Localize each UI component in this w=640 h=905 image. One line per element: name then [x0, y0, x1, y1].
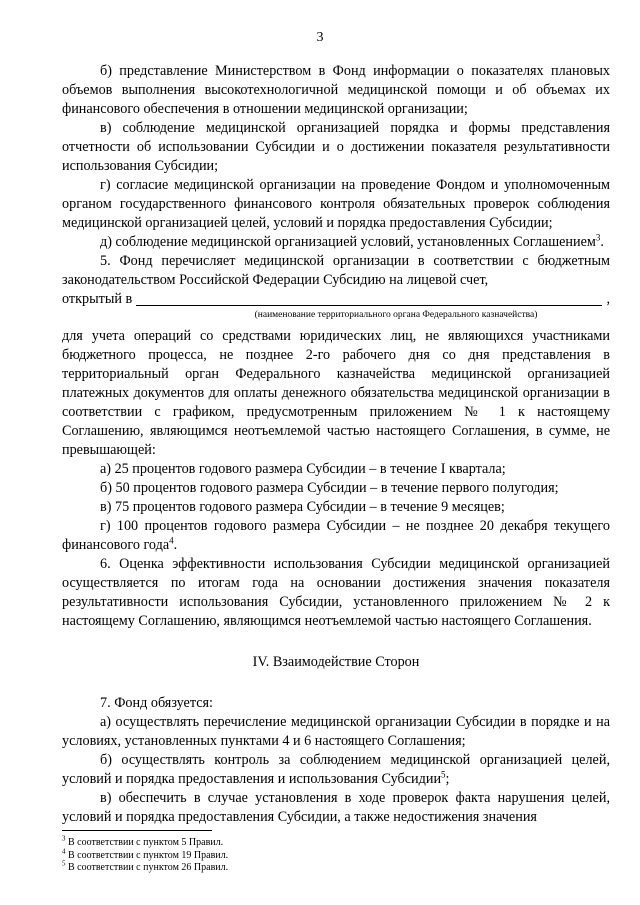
footnote-ref-5: 5: [441, 769, 446, 780]
treasury-caption: (наименование территориального органа Федерального казначейства): [254, 310, 538, 320]
footnote-text: В соответствии с пунктом 19 Правил.: [65, 849, 229, 861]
paragraph-b: б) представление Министерством в Фонд информации о показателях плановых объемов выполнения высокотехнологичной медицинской помощи и об объемах их финансового обеспечения в отношении медицинской организации;: [62, 63, 610, 117]
footnote-rule: [62, 830, 212, 831]
footnote-number: 4: [62, 847, 66, 856]
paragraph-7: 7. Фонд обязуется:: [100, 695, 213, 711]
paragraph-7-b-text: б) осуществлять контроль за соблюдением медицинской организацией целей, условий и порядка предоставления и использования Субсидии: [62, 752, 610, 787]
paragraph-5-v: в) 75 процентов годового размера Субсидии – в течение 9 месяцев;: [100, 499, 505, 515]
page-number: 3: [316, 30, 324, 45]
footnote-text: В соответствии с пунктом 26 Правил.: [65, 862, 229, 873]
paragraph-5: 5. Фонд перечисляет медицинской организации в соответствии с бюджетным законодательством Российской Федерации Субсидию на лицевой счет,: [62, 253, 610, 288]
treasury-blank: [136, 293, 602, 306]
opened-in-comma: ,: [606, 291, 610, 307]
section-heading: IV. Взаимодействие Сторон: [252, 654, 420, 670]
opened-in-label: открытый в: [62, 291, 133, 307]
footnotes: [62, 830, 610, 875]
paragraph-v: в) соблюдение медицинской организацией порядка и формы представления отчетности об использовании Субсидии и о достижении показателя результативности использования Субсидии;: [62, 120, 610, 174]
paragraph-7-a: а) осуществлять перечисление медицинской организации Субсидии в порядке и на условиях, установленных пунктами 4 и 6 настоящего Соглашения;: [62, 714, 610, 749]
footnote-4: [62, 847, 610, 863]
paragraph-7-b-end: ;: [445, 771, 450, 787]
footnote-3: [62, 834, 610, 850]
paragraph-d-end: .: [600, 234, 604, 250]
footnote-text: В соответствии с пунктом 5 Правил.: [65, 837, 224, 848]
paragraph-5-g: [62, 517, 610, 555]
paragraph-6: 6. Оценка эффективности использования Субсидии медицинской организацией осуществляется по итогам года на основании достижения значения показателя результативности использования Субсидии, установленного приложением № 2 к настоящему Соглашению, являющимся неотъемлемой частью настоящего Соглашения.: [62, 556, 610, 629]
footnote-ref-3: 3: [595, 232, 601, 243]
paragraph-5-continued: для учета операций со средствами юридических лиц, не являющихся участниками бюджетного процесса, не позднее 2-го рабочего дня со дня представления в территориальный орган Федерального казначейства медицинской организацией платежных документов для оплаты денежного обязательства медицинской организации в соответствии с графиком, предусмотренным приложением № 1 к настоящему Соглашению, являющимся неотъемлемой частью настоящего Соглашения, в сумме, не превышающей:: [62, 328, 610, 458]
paragraph-5-g-text: г) 100 процентов годового размера Субсидии – не позднее 20 декабря текущего финансового года: [62, 518, 610, 553]
paragraph-5-a: а) 25 процентов годового размера Субсидии – в течение I квартала;: [100, 461, 506, 477]
paragraph-5-b: б) 50 процентов годового размера Субсидии – в течение первого полугодия;: [100, 480, 559, 496]
document-body: [62, 62, 610, 827]
footnote-number: 3: [62, 834, 66, 843]
paragraph-g: г) согласие медицинской организации на проведение Фондом и уполномоченным органом государственного финансового контроля обязательных проверок соблюдения медицинской организацией целей, условий и порядка предоставления Субсидии;: [62, 177, 610, 231]
footnote-ref-4: 4: [169, 535, 174, 546]
account-fill-line: [62, 290, 610, 309]
paragraph-d: [62, 233, 610, 252]
footnote-number: 5: [62, 859, 66, 868]
paragraph-7-v: в) обеспечить в случае установления в ходе проверок факта нарушения целей, условий и порядка предоставления Субсидии, а также недостижения значения: [62, 790, 610, 825]
footnote-5: [62, 859, 610, 875]
paragraph-5-g-end: .: [173, 537, 178, 553]
paragraph-7-b: [62, 751, 610, 789]
paragraph-d-text: д) соблюдение медицинской организацией условий, установленных Соглашением: [100, 234, 596, 250]
